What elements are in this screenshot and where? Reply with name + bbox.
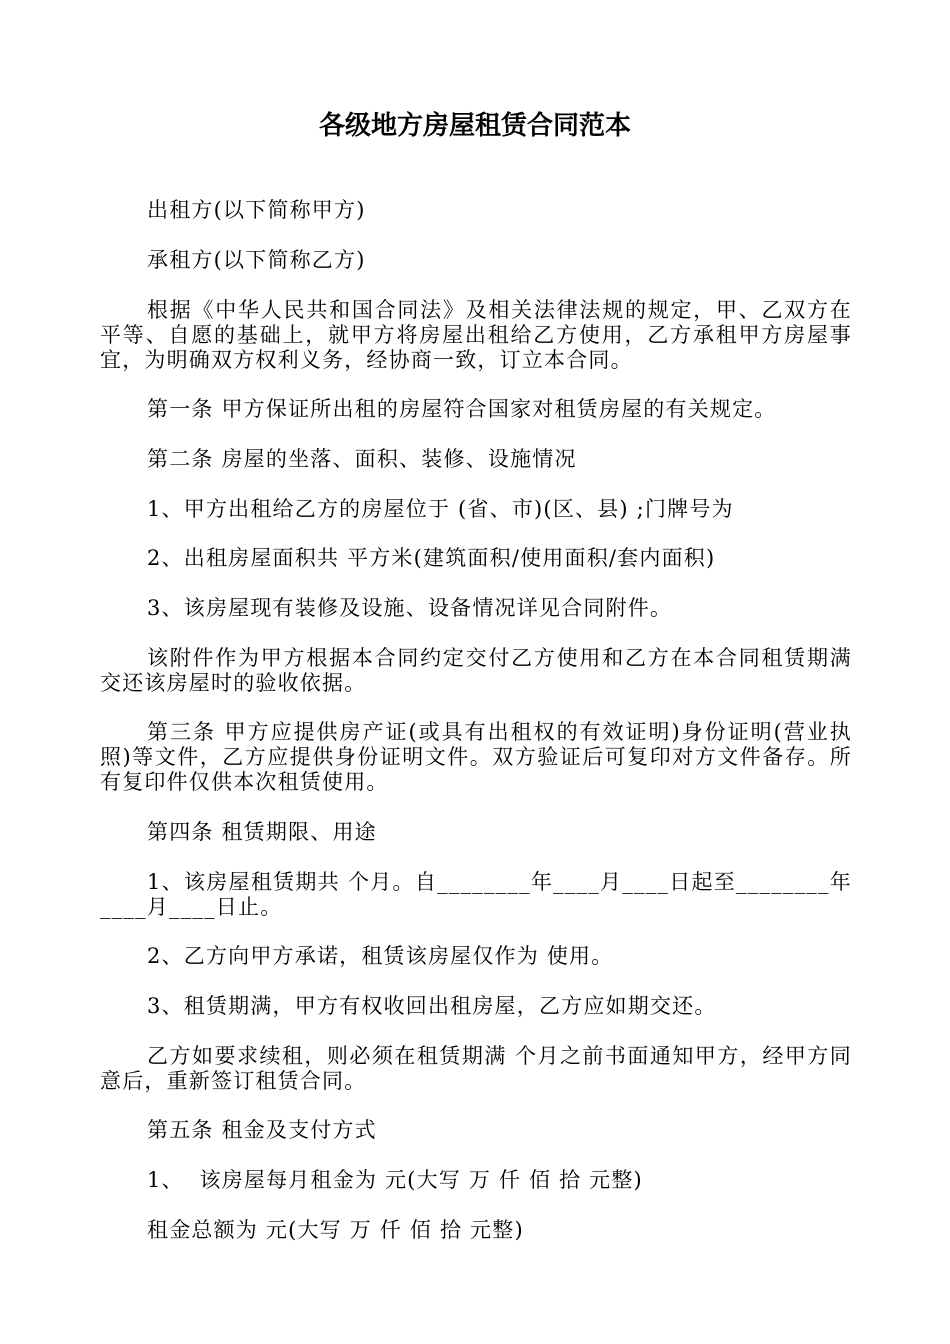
article-4-heading: 第四条 租赁期限、用途 [147, 820, 377, 844]
party-a-line: 出租方(以下简称甲方) [147, 198, 366, 222]
preamble-paragraph: 根据《中华人民共和国合同法》及相关法律法规的规定，甲、乙双方在平等、自愿的基础上，就甲方将房屋出租给乙方使用，乙方承租甲方房屋事宜，为明确双方权利义务，经协商一致，订立本合同。 [100, 298, 852, 372]
article-5-heading: 第五条 租金及支付方式 [147, 1118, 377, 1142]
total-rent-line: 租金总额为 元(大写 万 仟 佰 拾 元整) [147, 1218, 524, 1242]
renewal-paragraph: 乙方如要求续租，则必须在租赁期满 个月之前书面通知甲方，经甲方同意后，重新签订租赁合同。 [100, 1044, 852, 1093]
article-3: 第三条 甲方应提供房产证(或具有出租权的有效证明)身份证明(营业执照)等文件，乙方应提供身份证明文件。双方验证后可复印对方文件备存。所有复印件仅供本次租赁使用。 [100, 720, 852, 794]
article-2-item-1: 1、甲方出租给乙方的房屋位于 (省、市)(区、县) ;门牌号为 [147, 497, 734, 521]
article-4-item-2: 2、乙方向甲方承诺，租赁该房屋仅作为 使用。 [147, 944, 614, 968]
party-b-line: 承租方(以下简称乙方) [147, 248, 366, 272]
article-2-item-2: 2、出租房屋面积共 平方米(建筑面积/使用面积/套内面积) [147, 546, 716, 570]
article-1: 第一条 甲方保证所出租的房屋符合国家对租赁房屋的有关规定。 [147, 397, 777, 421]
attachment-paragraph: 该附件作为甲方根据本合同约定交付乙方使用和乙方在本合同租赁期满交还该房屋时的验收依据。 [100, 646, 852, 695]
article-5-item-1: 1、 该房屋每月租金为 元(大写 万 仟 佰 拾 元整) [147, 1168, 643, 1192]
article-4-item-3: 3、租赁期满，甲方有权收回出租房屋，乙方应如期交还。 [147, 994, 717, 1018]
article-2-item-3: 3、该房屋现有装修及设施、设备情况详见合同附件。 [147, 596, 673, 620]
document-title: 各级地方房屋租赁合同范本 [318, 111, 631, 141]
article-4-item-1: 1、该房屋租赁期共 个月。自________年____月____日起至________年____月____日止。 [100, 870, 852, 919]
article-2-heading: 第二条 房屋的坐落、面积、装修、设施情况 [147, 447, 577, 471]
